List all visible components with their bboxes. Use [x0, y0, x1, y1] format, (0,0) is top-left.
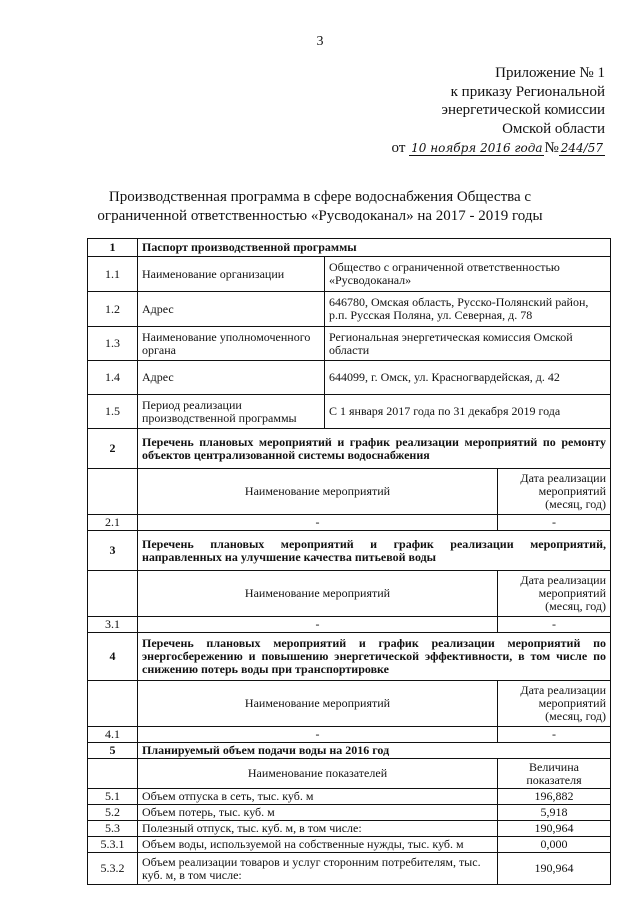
column-header-row	[88, 571, 611, 617]
handwritten-date: 10 ноября 2016 года	[411, 141, 543, 155]
table-row	[88, 617, 611, 633]
table-row	[88, 515, 611, 531]
column-header-row	[88, 759, 611, 789]
col-event-date: Дата реализации мероприятий (месяц, год)	[498, 571, 611, 617]
row-value: -	[138, 617, 498, 633]
section-1-header	[88, 239, 611, 257]
col-indicator-name: Наименование показателей	[138, 759, 498, 789]
table-row	[88, 853, 611, 885]
section-number: 1	[88, 239, 138, 257]
annex-commission: энергетической комиссии	[441, 102, 605, 118]
col-event-name: Наименование мероприятий	[138, 469, 498, 515]
row-number: 1.1	[88, 257, 138, 292]
row-number: 5.3.2	[88, 853, 138, 885]
col-event-date: Дата реализации мероприятий (месяц, год)	[498, 681, 611, 727]
row-number: 3.1	[88, 617, 138, 633]
order-date-number	[305, 140, 605, 157]
row-number: 1.2	[88, 292, 138, 327]
row-number: 1.5	[88, 395, 138, 429]
program-table	[87, 238, 611, 885]
section-number: 5	[88, 743, 138, 759]
row-date: -	[498, 617, 611, 633]
row-label: Наименование организации	[138, 257, 325, 292]
row-value: 190,964	[498, 821, 611, 837]
row-label: Период реализации производственной программы	[138, 395, 325, 429]
title-line-2: ограниченной ответственностью «Русводоканал» на 2017 - 2019 годы	[97, 208, 543, 224]
row-value: -	[138, 727, 498, 743]
table-row	[88, 327, 611, 361]
row-value: 644099, г. Омск, ул. Красногвардейская, д. 42	[325, 361, 611, 395]
col-event-name: Наименование мероприятий	[138, 571, 498, 617]
section-2-header	[88, 429, 611, 469]
table-row	[88, 257, 611, 292]
title-line-1: Производственная программа в сфере водоснабжения Общества с	[108, 189, 532, 205]
column-header-row	[88, 681, 611, 727]
table-row	[88, 361, 611, 395]
section-number: 3	[88, 531, 138, 571]
row-number: 5.3	[88, 821, 138, 837]
table-row	[88, 805, 611, 821]
annex-title: Приложение № 1	[495, 65, 605, 81]
section-title: Перечень плановых мероприятий и график реализации мероприятий, направленных на улучшение качества питьевой воды	[138, 531, 611, 571]
row-value: 190,964	[498, 853, 611, 885]
row-value: Общество с ограниченной ответственностью «Русводоканал»	[325, 257, 611, 292]
section-title: Паспорт производственной программы	[138, 239, 611, 257]
table-row	[88, 292, 611, 327]
annex-region: Омской области	[502, 120, 605, 137]
document-title	[0, 188, 640, 226]
section-4-header	[88, 633, 611, 681]
col-event-name: Наименование мероприятий	[138, 681, 498, 727]
number-label: №	[544, 140, 559, 156]
row-date: -	[498, 727, 611, 743]
col-event-date: Дата реализации мероприятий (месяц, год)	[498, 469, 611, 515]
table-row	[88, 837, 611, 853]
row-number: 2.1	[88, 515, 138, 531]
row-label: Адрес	[138, 361, 325, 395]
row-value: 5,918	[498, 805, 611, 821]
empty-cell	[88, 571, 138, 617]
section-title: Перечень плановых мероприятий и график реализации мероприятий по энергосбережению и повышению энергетической эффективности, в том числе по снижению потерь воды при транспортировке	[138, 633, 611, 681]
from-label: от	[391, 140, 406, 156]
handwritten-number: 244/57	[560, 141, 603, 155]
section-title: Перечень плановых мероприятий и график реализации мероприятий по ремонту объектов централизованной системы водоснабжения	[138, 429, 611, 469]
row-label: Адрес	[138, 292, 325, 327]
column-header-row	[88, 469, 611, 515]
row-number: 4.1	[88, 727, 138, 743]
row-label: Объем реализации товаров и услуг сторонним потребителям, тыс. куб. м, в том числе:	[138, 853, 498, 885]
section-title: Планируемый объем подачи воды на 2016 год	[138, 743, 611, 759]
row-value: Региональная энергетическая комиссия Омской области	[325, 327, 611, 361]
row-number: 5.1	[88, 789, 138, 805]
row-label: Объем потерь, тыс. куб. м	[138, 805, 498, 821]
row-value: 196,882	[498, 789, 611, 805]
table-row	[88, 727, 611, 743]
row-number: 1.4	[88, 361, 138, 395]
section-5-header	[88, 743, 611, 759]
annex-order-ref: к приказу Региональной	[450, 83, 605, 100]
row-value: 0,000	[498, 837, 611, 853]
empty-cell	[88, 681, 138, 727]
empty-cell	[88, 759, 138, 789]
row-value: -	[138, 515, 498, 531]
table-row	[88, 395, 611, 429]
row-label: Полезный отпуск, тыс. куб. м, в том числе:	[138, 821, 498, 837]
row-number: 5.3.1	[88, 837, 138, 853]
empty-cell	[88, 469, 138, 515]
section-number: 4	[88, 633, 138, 681]
row-label: Объем воды, используемой на собственные нужды, тыс. куб. м	[138, 837, 498, 853]
row-label: Наименование уполномоченного органа	[138, 327, 325, 361]
row-number: 5.2	[88, 805, 138, 821]
section-3-header	[88, 531, 611, 571]
row-value: С 1 января 2017 года по 31 декабря 2019 года	[325, 395, 611, 429]
col-indicator-value: Величина показателя	[498, 759, 611, 789]
table-row	[88, 821, 611, 837]
row-number: 1.3	[88, 327, 138, 361]
row-value: 646780, Омская область, Русско-Полянский район, р.п. Русская Поляна, ул. Северная, д. 78	[325, 292, 611, 327]
table-row	[88, 789, 611, 805]
row-date: -	[498, 515, 611, 531]
section-number: 2	[88, 429, 138, 469]
row-label: Объем отпуска в сеть, тыс. куб. м	[138, 789, 498, 805]
page-number: 3	[316, 34, 324, 49]
annex-header	[345, 64, 605, 138]
